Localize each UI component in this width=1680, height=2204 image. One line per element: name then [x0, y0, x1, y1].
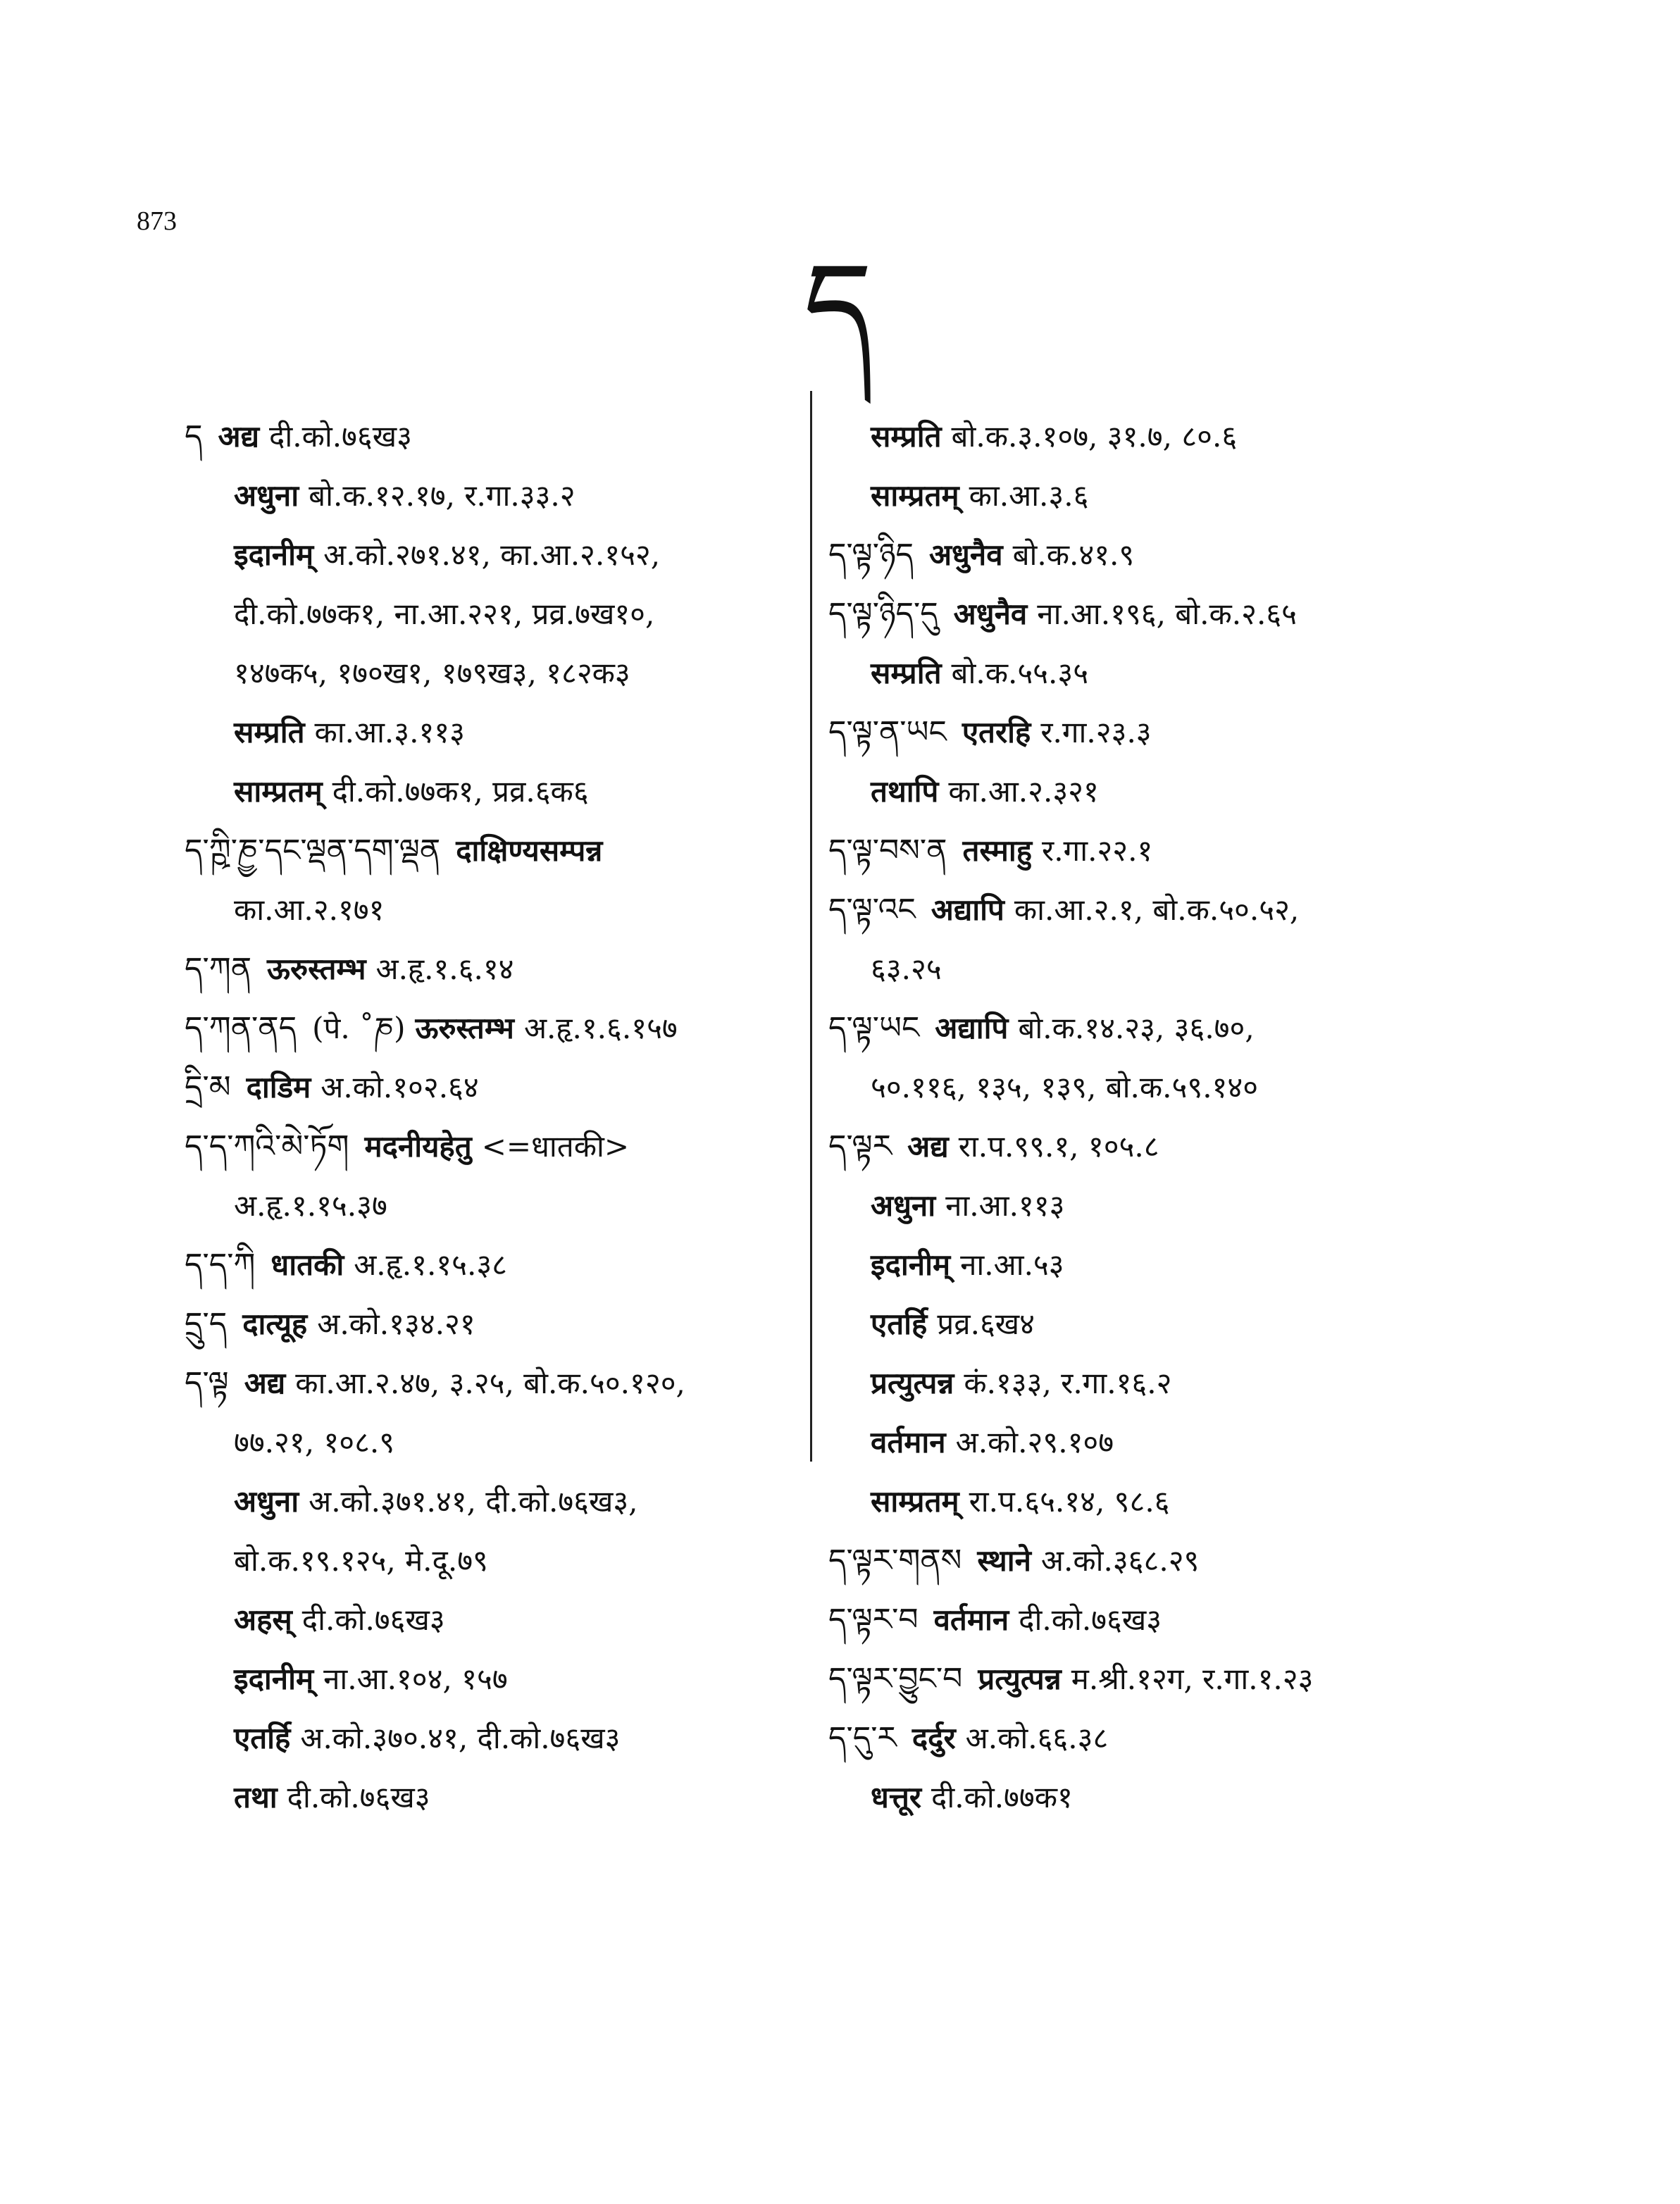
- dictionary-subentry: [185, 1472, 804, 1531]
- tibetan-headword: ད་དུ་ར: [828, 1720, 897, 1756]
- source-references: अ.को.३६८.२९: [1040, 1543, 1200, 1578]
- variant-note: (पे. ˚ཎ): [312, 1011, 406, 1045]
- source-references: र.गा.२२.१: [1042, 833, 1153, 868]
- source-references: अ.को.२७१.४१, का.आ.२.१५२,: [323, 537, 661, 572]
- dictionary-entry-continuation: [185, 585, 804, 644]
- dictionary-subentry: [828, 644, 1462, 703]
- dictionary-headword-entry: [185, 1295, 804, 1354]
- sanskrit-equivalent: सम्प्रति: [234, 715, 305, 749]
- dictionary-subentry: [828, 762, 1462, 821]
- dictionary-headword-entry: [828, 1709, 1462, 1768]
- source-references: का.आ.२.१, बो.क.५०.५२,: [1014, 892, 1300, 927]
- sanskrit-equivalent: वर्तमान: [871, 1425, 946, 1459]
- tibetan-headword: ད་ལྟ་ཉིད་དུ: [828, 596, 938, 632]
- tibetan-headword: ད་ལྟ་འང: [828, 892, 916, 928]
- sanskrit-equivalent: धातकी: [270, 1247, 344, 1282]
- source-references: बो.क.५५.३५: [951, 656, 1089, 690]
- source-references: अ.को.१०२.६४: [321, 1070, 479, 1104]
- sanskrit-equivalent: इदानीम्: [871, 1247, 951, 1282]
- dictionary-subentry: [185, 1768, 804, 1827]
- dictionary-entry-continuation: [828, 1058, 1462, 1117]
- left-column: [185, 407, 804, 1827]
- source-references: अ.को.३७०.४१, दी.को.७६ख३: [300, 1721, 621, 1755]
- dictionary-headword-entry: [828, 585, 1462, 644]
- dictionary-entry-continuation: [828, 940, 1462, 999]
- tibetan-headword: ད་ཀན: [185, 951, 252, 987]
- source-references: ७७.२१, १०८.९: [234, 1425, 395, 1459]
- sanskrit-equivalent: तस्माहु: [962, 833, 1033, 868]
- tibetan-headword: དྲུ་ད: [185, 1306, 228, 1342]
- page-number: 873: [137, 206, 177, 236]
- source-references: ना.आ.११३: [945, 1188, 1065, 1223]
- source-references: ना.आ.१९६, बो.क.२.६५: [1037, 597, 1297, 631]
- sanskrit-equivalent: अधुनैव: [953, 597, 1028, 631]
- tibetan-headword: ད་ལྟ་བས་ན: [828, 833, 947, 868]
- dictionary-subentry: [828, 1413, 1462, 1472]
- tibetan-headword: ད་ལྟར་བྱུང་བ: [828, 1661, 963, 1697]
- dictionary-headword-entry: [828, 999, 1462, 1058]
- source-references: का.आ.२.३२१: [948, 774, 1099, 809]
- dictionary-headword-entry: [185, 999, 804, 1058]
- sanskrit-equivalent: अद्य: [244, 1366, 286, 1400]
- sanskrit-equivalent: ऊरुस्तम्भ: [415, 1011, 514, 1045]
- source-references: दी.को.७७क१, प्रव्र.६क६: [332, 774, 589, 809]
- sanskrit-equivalent: अधुना: [871, 1188, 936, 1223]
- dictionary-subentry: [185, 1650, 804, 1709]
- sanskrit-equivalent: एतर्हि: [234, 1721, 291, 1755]
- sanskrit-equivalent: अद्य: [907, 1129, 949, 1164]
- source-references: दी.को.७६ख३: [1019, 1602, 1162, 1637]
- dictionary-headword-entry: [828, 1590, 1462, 1650]
- dictionary-subentry: [828, 1295, 1462, 1354]
- dictionary-entry-continuation: [185, 880, 804, 940]
- source-references: का.आ.३.११३: [314, 715, 465, 749]
- dictionary-subentry: [185, 1709, 804, 1768]
- tibetan-headword: ད་ལྟར་གནས: [828, 1543, 962, 1579]
- source-references: अ.को.१३४.२१: [317, 1307, 475, 1341]
- sanskrit-equivalent: स्थाने: [977, 1543, 1031, 1578]
- tibetan-headword: ད་ཀན་ནད: [185, 1010, 297, 1046]
- tibetan-headword: ད་ད་ཀའི་མེ་ཏོག: [185, 1128, 349, 1164]
- dictionary-headword-entry: [185, 407, 804, 466]
- dictionary-subentry: [828, 407, 1462, 466]
- dictionary-subentry: [828, 1472, 1462, 1531]
- tibetan-headword: དྲི་མ: [185, 1069, 231, 1105]
- dictionary-subentry: [828, 1768, 1462, 1827]
- source-references: अ.हृ.१.६.१५७: [523, 1011, 678, 1045]
- source-references: प्रव्र.६ख४: [937, 1307, 1035, 1341]
- dictionary-headword-entry: [185, 940, 804, 999]
- dictionary-headword-entry: [828, 1117, 1462, 1176]
- sanskrit-equivalent: एतर्हि: [871, 1307, 928, 1341]
- source-references: अ.हृ.१.६.१४: [375, 952, 514, 986]
- source-references: बो.क.४१.९: [1012, 537, 1135, 572]
- column-divider: [810, 391, 812, 1462]
- sanskrit-equivalent: सम्प्रति: [871, 656, 942, 690]
- source-references: <=धातकी>: [481, 1129, 630, 1164]
- sanskrit-equivalent: एतरहि: [962, 715, 1031, 749]
- source-references: रा.प.६५.१४, ९८.६: [969, 1484, 1170, 1519]
- dictionary-headword-entry: [185, 1235, 804, 1295]
- right-column: [828, 407, 1462, 1827]
- dictionary-subentry: [185, 466, 804, 525]
- dictionary-subentry: [185, 703, 804, 762]
- sanskrit-equivalent: इदानीम्: [234, 1662, 314, 1696]
- source-references: ना.आ.५३: [960, 1247, 1064, 1282]
- dictionary-subentry: [185, 525, 804, 585]
- source-references: दी.को.७७क१: [931, 1780, 1073, 1814]
- dictionary-headword-entry: [185, 1354, 804, 1413]
- dictionary-headword-entry: [828, 880, 1462, 940]
- sanskrit-equivalent: सम्प्रति: [871, 419, 942, 454]
- sanskrit-equivalent: साम्प्रतम्: [234, 774, 323, 809]
- sanskrit-equivalent: वर्तमान: [933, 1602, 1009, 1637]
- source-references: दी.को.७६ख३: [269, 419, 412, 454]
- tibetan-headword: ད་ལྟར: [828, 1128, 892, 1164]
- dictionary-subentry: [185, 762, 804, 821]
- sanskrit-equivalent: साम्प्रतम्: [871, 478, 959, 513]
- sanskrit-equivalent: प्रत्युत्पन्न: [871, 1366, 954, 1400]
- dictionary-entry-continuation: [185, 644, 804, 703]
- sanskrit-equivalent: इदानीम्: [234, 537, 314, 572]
- tibetan-headword: ད་ལྟ: [185, 1365, 229, 1401]
- source-references: दी.को.७६ख३: [287, 1780, 430, 1814]
- tibetan-headword: ད: [185, 418, 203, 454]
- source-references: दी.को.७६ख३: [301, 1602, 445, 1637]
- sanskrit-equivalent: दात्यूह: [242, 1307, 308, 1341]
- source-references: र.गा.२३.३: [1040, 715, 1152, 749]
- sanskrit-equivalent: तथापि: [871, 774, 939, 809]
- source-references: १४७क५, १७०ख१, १७९ख३, १८२क३: [234, 656, 630, 690]
- sanskrit-equivalent: अद्य: [218, 419, 260, 454]
- sanskrit-equivalent: अद्यापि: [935, 1011, 1009, 1045]
- source-references: बो.क.३.१०७, ३१.७, ८०.६: [951, 419, 1238, 454]
- sanskrit-equivalent: दर्दुर: [911, 1721, 956, 1755]
- dictionary-headword-entry: [828, 1531, 1462, 1590]
- source-references: ना.आ.१०४, १५७: [323, 1662, 508, 1696]
- dictionary-entry-continuation: [185, 1413, 804, 1472]
- dictionary-headword-entry: [828, 821, 1462, 880]
- sanskrit-equivalent: साम्प्रतम्: [871, 1484, 959, 1519]
- sanskrit-equivalent: दाडिम: [246, 1070, 311, 1104]
- section-letter-heading: ད: [803, 237, 873, 376]
- source-references: बो.क.१९.१२५, मे.दू.७९: [234, 1543, 488, 1578]
- tibetan-headword: ད་ལྟ་ཡང: [828, 1010, 920, 1046]
- source-references: अ.को.२९.१०७: [955, 1425, 1114, 1459]
- source-references: कं.१३३, र.गा.१६.२: [964, 1366, 1172, 1400]
- dictionary-headword-entry: [828, 525, 1462, 585]
- dictionary-headword-entry: [185, 1117, 804, 1176]
- dictionary-headword-entry: [185, 821, 804, 880]
- sanskrit-equivalent: अधुना: [234, 478, 299, 513]
- dictionary-subentry: [828, 1176, 1462, 1235]
- source-references: का.आ.२.४७, ३.२५, बो.क.५०.१२०,: [295, 1366, 685, 1400]
- dictionary-headword-entry: [185, 1058, 804, 1117]
- sanskrit-equivalent: अधुनैव: [928, 537, 1003, 572]
- dictionary-headword-entry: [828, 703, 1462, 762]
- tibetan-headword: ད་ད་ཀི: [185, 1247, 256, 1283]
- source-references: अ.को.३७१.४१, दी.को.७६ख३,: [309, 1484, 638, 1519]
- dictionary-entry-continuation: [185, 1176, 804, 1235]
- dictionary-subentry: [828, 1354, 1462, 1413]
- dictionary-subentry: [828, 466, 1462, 525]
- sanskrit-equivalent: मदनीयहेतु: [364, 1129, 472, 1164]
- source-references: रा.प.९९.१, १०५.८: [958, 1129, 1159, 1164]
- source-references: अ.को.६६.३८: [965, 1721, 1109, 1755]
- tibetan-headword: ད་ཀྵི་ཎྱ་དང་ལྡན་དག་ལྡན: [185, 833, 441, 868]
- source-references: ५०.११६, १३५, १३९, बो.क.५९.१४०: [871, 1070, 1259, 1104]
- sanskrit-equivalent: प्रत्युत्पन्न: [978, 1662, 1062, 1696]
- dictionary-subentry: [828, 1235, 1462, 1295]
- tibetan-headword: ད་ལྟར་བ: [828, 1602, 919, 1638]
- source-references: बो.क.१२.१७, र.गा.३३.२: [309, 478, 575, 513]
- source-references: बो.क.१४.२३, ३६.७०,: [1018, 1011, 1255, 1045]
- dictionary-entry-continuation: [185, 1531, 804, 1590]
- tibetan-headword: ད་ལྟ་ན་ཡང: [828, 714, 947, 750]
- source-references: अ.हृ.१.१५.३८: [354, 1247, 508, 1282]
- source-references: का.आ.३.६: [969, 478, 1089, 513]
- tibetan-headword: ད་ལྟ་ཉིད: [828, 537, 914, 573]
- sanskrit-equivalent: दाक्षिण्यसम्पन्न: [456, 833, 603, 868]
- dictionary-subentry: [185, 1590, 804, 1650]
- source-references: अ.हृ.१.१५.३७: [234, 1188, 387, 1223]
- source-references: दी.को.७७क१, ना.आ.२२१, प्रव्र.७ख१०,: [234, 597, 655, 631]
- sanskrit-equivalent: धत्तूर: [871, 1780, 922, 1814]
- sanskrit-equivalent: ऊरुस्तम्भ: [267, 952, 366, 986]
- source-references: ६३.२५: [871, 952, 942, 986]
- dictionary-headword-entry: [828, 1650, 1462, 1709]
- source-references: म.श्री.१२ग, र.गा.१.२३: [1071, 1662, 1314, 1696]
- sanskrit-equivalent: अद्यापि: [931, 892, 1004, 927]
- sanskrit-equivalent: तथा: [234, 1780, 278, 1814]
- sanskrit-equivalent: अहस्: [234, 1602, 292, 1637]
- sanskrit-equivalent: अधुना: [234, 1484, 299, 1519]
- source-references: का.आ.२.१७१: [234, 892, 385, 927]
